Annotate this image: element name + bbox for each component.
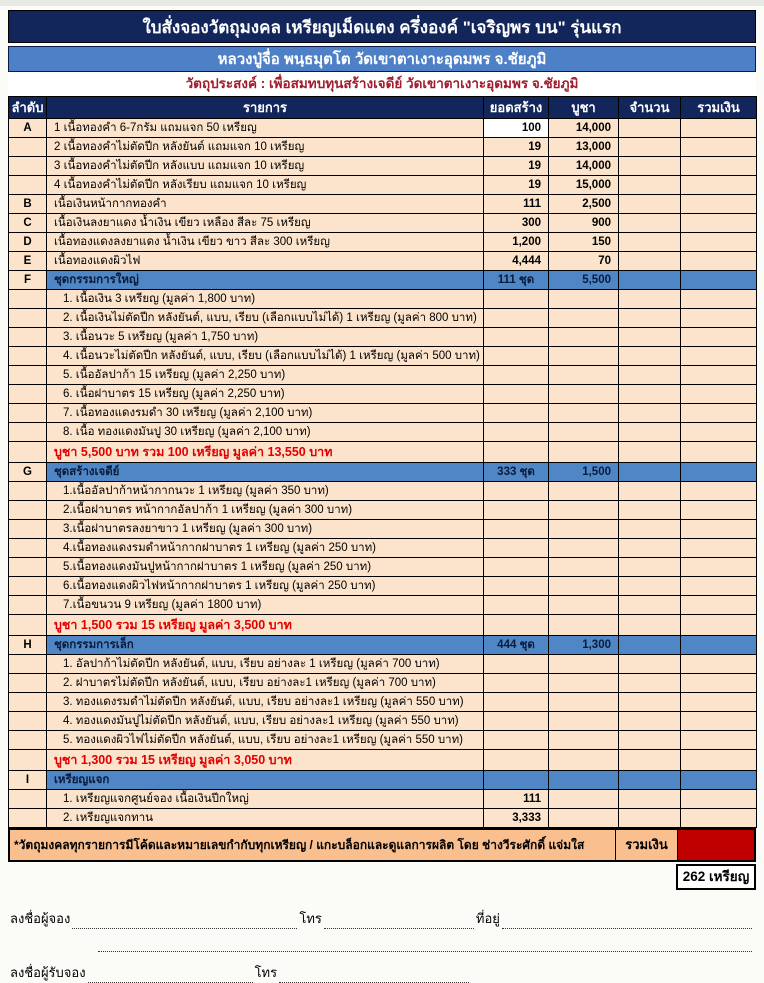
orderer-signature-line[interactable] xyxy=(72,916,297,929)
row-index-cell xyxy=(9,328,47,347)
row-built-count-cell xyxy=(484,771,549,790)
table-row xyxy=(9,809,757,828)
row-total-cell[interactable] xyxy=(681,442,757,463)
row-index-cell xyxy=(9,596,47,615)
row-item-cell: 7. เนื้อทองแดงรมดำ 30 เหรียญ (มูลค่า 2,100 บาท) xyxy=(47,404,484,423)
row-price-cell: 1,500 xyxy=(549,463,619,482)
row-quantity-cell[interactable] xyxy=(619,482,681,501)
row-index-cell: D xyxy=(9,233,47,252)
table-row xyxy=(9,290,757,309)
row-item-cell: 2 เนื้อทองคำไม่ตัดปีก หลังยันต์ แถมแจก 10 เหรียญ xyxy=(47,138,484,157)
row-index-cell xyxy=(9,309,47,328)
row-index-cell: I xyxy=(9,771,47,790)
row-index-cell xyxy=(9,577,47,596)
row-quantity-cell[interactable] xyxy=(619,423,681,442)
row-built-count-cell xyxy=(484,615,549,636)
header-built-count: ยอดสร้าง xyxy=(484,97,549,119)
row-item-cell: บูชา 5,500 บาท รวม 100 เหรียญ มูลค่า 13,550 บาท xyxy=(47,442,484,463)
row-total-cell[interactable] xyxy=(681,596,757,615)
table-row xyxy=(9,119,757,138)
row-index-cell xyxy=(9,809,47,828)
row-index-cell xyxy=(9,790,47,809)
row-quantity-cell[interactable] xyxy=(619,290,681,309)
row-total-cell[interactable] xyxy=(681,520,757,539)
row-built-count-cell xyxy=(484,309,549,328)
table-row xyxy=(9,558,757,577)
row-quantity-cell[interactable] xyxy=(619,176,681,195)
row-price-cell xyxy=(549,615,619,636)
row-quantity-cell[interactable] xyxy=(619,790,681,809)
row-total-cell[interactable] xyxy=(681,252,757,271)
row-index-cell: B xyxy=(9,195,47,214)
row-index-cell xyxy=(9,712,47,731)
row-item-cell: 3.เนื้อฝาบาตรลงยาขาว 1 เหรียญ (มูลค่า 300 บาท) xyxy=(47,520,484,539)
row-item-cell: 6. เนื้อฝาบาตร 15 เหรียญ (มูลค่า 2,250 บาท) xyxy=(47,385,484,404)
row-price-cell: 70 xyxy=(549,252,619,271)
row-index-cell xyxy=(9,501,47,520)
row-built-count-cell: 444 ชุด xyxy=(484,636,549,655)
row-built-count-cell: 111 ชุด xyxy=(484,271,549,290)
table-row xyxy=(9,712,757,731)
receiver-signature-line[interactable] xyxy=(88,970,253,983)
row-item-cell: 8. เนื้อ ทองแดงมันปู 30 เหรียญ (มูลค่า 2,100 บาท) xyxy=(47,423,484,442)
row-built-count-cell xyxy=(484,482,549,501)
table-row xyxy=(9,214,757,233)
orderer-signature-row xyxy=(10,908,754,929)
row-index-cell xyxy=(9,423,47,442)
row-item-cell: 2. เนื้อเงินไม่ตัดปีก หลังยันต์, แบบ, เรียบ (เลือกแบบไม่ได้) 1 เหรียญ (มูลค่า 800 บาท) xyxy=(47,309,484,328)
coin-count-value: 262 เหรียญ xyxy=(676,864,756,890)
table-row xyxy=(9,442,757,463)
row-price-cell xyxy=(549,771,619,790)
footer-band xyxy=(8,828,756,862)
row-total-cell[interactable] xyxy=(681,539,757,558)
row-quantity-cell[interactable] xyxy=(619,328,681,347)
row-built-count-cell xyxy=(484,750,549,771)
row-built-count-cell xyxy=(484,731,549,750)
row-price-cell: 1,300 xyxy=(549,636,619,655)
row-total-cell[interactable] xyxy=(681,771,757,790)
table-row xyxy=(9,404,757,423)
row-item-cell: 4 เนื้อทองคำไม่ตัดปีก หลังเรียบ แถมแจก 10 เหรียญ xyxy=(47,176,484,195)
row-price-cell xyxy=(549,558,619,577)
row-price-cell xyxy=(549,309,619,328)
row-price-cell xyxy=(549,655,619,674)
row-built-count-cell: 19 xyxy=(484,176,549,195)
row-index-cell xyxy=(9,482,47,501)
row-total-cell[interactable] xyxy=(681,655,757,674)
table-row xyxy=(9,423,757,442)
coin-count-row xyxy=(8,864,756,890)
row-index-cell xyxy=(9,138,47,157)
table-row xyxy=(9,366,757,385)
table-row xyxy=(9,693,757,712)
row-price-cell xyxy=(549,404,619,423)
row-price-cell: 15,000 xyxy=(549,176,619,195)
row-index-cell xyxy=(9,674,47,693)
row-index-cell: E xyxy=(9,252,47,271)
row-price-cell xyxy=(549,520,619,539)
row-built-count-cell xyxy=(484,693,549,712)
row-item-cell: เนื้อเงินลงยาแดง น้ำเงิน เขียว เหลือง สีละ 75 เหรียญ xyxy=(47,214,484,233)
row-quantity-cell[interactable] xyxy=(619,809,681,828)
row-price-cell: 5,500 xyxy=(549,271,619,290)
row-price-cell xyxy=(549,731,619,750)
row-price-cell xyxy=(549,674,619,693)
row-item-cell: 4. เนื้อนวะไม่ตัดปีก หลังยันต์, แบบ, เรียบ (เลือกแบบไม่ได้) 1 เหรียญ (มูลค่า 500 บาท) xyxy=(47,347,484,366)
row-quantity-cell[interactable] xyxy=(619,138,681,157)
row-total-cell[interactable] xyxy=(681,214,757,233)
row-total-cell[interactable] xyxy=(681,750,757,771)
row-quantity-cell[interactable] xyxy=(619,309,681,328)
row-item-cell: 5. เนื้ออัลปาก้า 15 เหรียญ (มูลค่า 2,250 บาท) xyxy=(47,366,484,385)
row-quantity-cell[interactable] xyxy=(619,712,681,731)
row-total-cell[interactable] xyxy=(681,463,757,482)
row-built-count-cell: 333 ชุด xyxy=(484,463,549,482)
row-total-cell[interactable] xyxy=(681,385,757,404)
table-row xyxy=(9,615,757,636)
table-row xyxy=(9,731,757,750)
row-quantity-cell[interactable] xyxy=(619,596,681,615)
header-total: รวมเงิน xyxy=(681,97,757,119)
row-total-cell[interactable] xyxy=(681,233,757,252)
row-built-count-cell: 300 xyxy=(484,214,549,233)
table-header-row xyxy=(9,97,757,119)
row-index-cell xyxy=(9,157,47,176)
row-price-cell xyxy=(549,328,619,347)
table-row xyxy=(9,328,757,347)
row-index-cell xyxy=(9,731,47,750)
table-row xyxy=(9,636,757,655)
orderer-phone-line[interactable] xyxy=(324,916,474,929)
row-item-cell: ชุดกรรมการเล็ก xyxy=(47,636,484,655)
row-quantity-cell[interactable] xyxy=(619,577,681,596)
row-item-cell: 2. เหรียญแจกทาน xyxy=(47,809,484,828)
row-built-count-cell: 3,333 xyxy=(484,809,549,828)
row-price-cell xyxy=(549,596,619,615)
row-price-cell xyxy=(549,385,619,404)
row-item-cell: 2.เนื้อฝาบาตร หน้ากากอัลปาก้า 1 เหรียญ (มูลค่า 300 บาท) xyxy=(47,501,484,520)
row-item-cell: ชุดกรรมการใหญ่ xyxy=(47,271,484,290)
row-price-cell xyxy=(549,366,619,385)
row-built-count-cell xyxy=(484,385,549,404)
row-total-cell[interactable] xyxy=(681,328,757,347)
production-note: *วัตถุมงคลทุกรายการมีโค้ดและหมายเลขกำกับทุกเหรียญ / แกะบล็อกและดูแลการผลิต โดย ช่างวีระศักดิ์ แจ่มใส xyxy=(10,830,615,860)
row-built-count-cell xyxy=(484,366,549,385)
row-item-cell: 1. เหรียญแจกศูนย์จอง เนื้อเงินปีกใหญ่ xyxy=(47,790,484,809)
row-item-cell: 6.เนื้อทองแดงผิวไฟหน้ากากฝาบาตร 1 เหรียญ (มูลค่า 250 บาท) xyxy=(47,577,484,596)
table-row xyxy=(9,596,757,615)
row-total-cell[interactable] xyxy=(681,271,757,290)
row-quantity-cell[interactable] xyxy=(619,501,681,520)
row-quantity-cell[interactable] xyxy=(619,404,681,423)
row-quantity-cell[interactable] xyxy=(619,615,681,636)
row-price-cell xyxy=(549,809,619,828)
row-quantity-cell[interactable] xyxy=(619,750,681,771)
row-price-cell: 14,000 xyxy=(549,157,619,176)
row-index-cell xyxy=(9,404,47,423)
row-total-cell[interactable] xyxy=(681,176,757,195)
row-price-cell xyxy=(549,442,619,463)
row-item-cell: 2. ฝาบาตรไม่ตัดปีก หลังยันต์, แบบ, เรียบ อย่างละ1 เหรียญ (มูลค่า 700 บาท) xyxy=(47,674,484,693)
row-built-count-cell: 19 xyxy=(484,157,549,176)
orderer-address-line[interactable] xyxy=(502,916,752,929)
row-quantity-cell[interactable] xyxy=(619,771,681,790)
table-row xyxy=(9,385,757,404)
row-index-cell xyxy=(9,385,47,404)
table-row xyxy=(9,233,757,252)
row-quantity-cell[interactable] xyxy=(619,693,681,712)
row-price-cell: 13,000 xyxy=(549,138,619,157)
row-index-cell: A xyxy=(9,119,47,138)
row-quantity-cell[interactable] xyxy=(619,366,681,385)
row-total-cell[interactable] xyxy=(681,731,757,750)
table-row xyxy=(9,750,757,771)
row-quantity-cell[interactable] xyxy=(619,463,681,482)
header-index: ลำดับ xyxy=(9,97,47,119)
total-amount-box[interactable] xyxy=(677,830,754,860)
row-quantity-cell[interactable] xyxy=(619,195,681,214)
row-total-cell[interactable] xyxy=(681,157,757,176)
row-total-cell[interactable] xyxy=(681,790,757,809)
row-total-cell[interactable] xyxy=(681,636,757,655)
row-quantity-cell[interactable] xyxy=(619,655,681,674)
row-built-count-cell xyxy=(484,539,549,558)
row-price-cell xyxy=(549,693,619,712)
row-built-count-cell: 111 xyxy=(484,790,549,809)
row-quantity-cell[interactable] xyxy=(619,271,681,290)
table-row xyxy=(9,271,757,290)
row-index-cell xyxy=(9,539,47,558)
row-quantity-cell[interactable] xyxy=(619,520,681,539)
row-built-count-cell xyxy=(484,328,549,347)
row-quantity-cell[interactable] xyxy=(619,636,681,655)
signature-area xyxy=(8,890,756,983)
receiver-label: ลงชื่อผู้รับจอง xyxy=(10,965,86,980)
table-row xyxy=(9,482,757,501)
header-price: บูชา xyxy=(549,97,619,119)
row-item-cell: 3 เนื้อทองคำไม่ตัดปีก หลังแบบ แถมแจก 10 เหรียญ xyxy=(47,157,484,176)
row-price-cell xyxy=(549,539,619,558)
row-price-cell xyxy=(549,790,619,809)
row-item-cell: เนื้อเงินหน้ากากทองคำ xyxy=(47,195,484,214)
address-line-2[interactable] xyxy=(98,939,752,952)
table-row xyxy=(9,463,757,482)
row-price-cell xyxy=(549,501,619,520)
row-built-count-cell xyxy=(484,577,549,596)
row-item-cell: บูชา 1,500 รวม 15 เหรียญ มูลค่า 3,500 บาท xyxy=(47,615,484,636)
order-table xyxy=(8,96,757,828)
order-form xyxy=(0,6,764,983)
row-total-cell[interactable] xyxy=(681,423,757,442)
table-row xyxy=(9,790,757,809)
row-item-cell: บูชา 1,300 รวม 15 เหรียญ มูลค่า 3,050 บาท xyxy=(47,750,484,771)
row-price-cell xyxy=(549,712,619,731)
row-index-cell xyxy=(9,520,47,539)
row-total-cell[interactable] xyxy=(681,195,757,214)
row-index-cell xyxy=(9,366,47,385)
row-index-cell: H xyxy=(9,636,47,655)
table-row xyxy=(9,252,757,271)
row-built-count-cell xyxy=(484,558,549,577)
row-built-count-cell xyxy=(484,501,549,520)
row-quantity-cell[interactable] xyxy=(619,157,681,176)
row-built-count-cell xyxy=(484,655,549,674)
row-index-cell xyxy=(9,176,47,195)
table-row xyxy=(9,138,757,157)
row-total-cell[interactable] xyxy=(681,119,757,138)
row-quantity-cell[interactable] xyxy=(619,119,681,138)
row-price-cell xyxy=(549,290,619,309)
row-total-cell[interactable] xyxy=(681,290,757,309)
row-item-cell: 4.เนื้อทองแดงรมดำหน้ากากฝาบาตร 1 เหรียญ (มูลค่า 250 บาท) xyxy=(47,539,484,558)
row-price-cell xyxy=(549,482,619,501)
row-item-cell: เนื้อทองแดงผิวไฟ xyxy=(47,252,484,271)
row-built-count-cell xyxy=(484,520,549,539)
receiver-phone-line[interactable] xyxy=(279,970,469,983)
row-quantity-cell[interactable] xyxy=(619,539,681,558)
row-quantity-cell[interactable] xyxy=(619,558,681,577)
row-item-cell: ชุดสร้างเจดีย์ xyxy=(47,463,484,482)
table-row xyxy=(9,501,757,520)
row-index-cell xyxy=(9,693,47,712)
row-built-count-cell: 111 xyxy=(484,195,549,214)
header-item: รายการ xyxy=(47,97,484,119)
row-total-cell[interactable] xyxy=(681,482,757,501)
row-built-count-cell xyxy=(484,423,549,442)
table-row xyxy=(9,176,757,195)
row-total-cell[interactable] xyxy=(681,615,757,636)
row-index-cell xyxy=(9,655,47,674)
row-price-cell: 150 xyxy=(549,233,619,252)
row-price-cell: 900 xyxy=(549,214,619,233)
row-total-cell[interactable] xyxy=(681,809,757,828)
row-index-cell xyxy=(9,290,47,309)
row-quantity-cell[interactable] xyxy=(619,214,681,233)
row-index-cell xyxy=(9,750,47,771)
row-item-cell: 1. เนื้อเงิน 3 เหรียญ (มูลค่า 1,800 บาท) xyxy=(47,290,484,309)
table-row xyxy=(9,195,757,214)
row-built-count-cell xyxy=(484,290,549,309)
row-price-cell: 14,000 xyxy=(549,119,619,138)
row-built-count-cell: 1,200 xyxy=(484,233,549,252)
form-subtitle: หลวงปู่จื่อ พนฺธมุตโต วัดเขาตาเงาะอุดมพร จ.ชัยภูมิ xyxy=(8,46,756,72)
orderer-label: ลงชื่อผู้จอง xyxy=(10,911,71,926)
row-item-cell: 1.เนื้ออัลปาก้าหน้ากากนวะ 1 เหรียญ (มูลค่า 350 บาท) xyxy=(47,482,484,501)
receiver-phone-label: โทร xyxy=(254,965,278,980)
row-total-cell[interactable] xyxy=(681,674,757,693)
row-total-cell[interactable] xyxy=(681,501,757,520)
header-quantity: จำนวน xyxy=(619,97,681,119)
row-price-cell xyxy=(549,577,619,596)
row-total-cell[interactable] xyxy=(681,558,757,577)
row-item-cell: 1 เนื้อทองคำ 6-7กรัม แถมแจก 50 เหรียญ xyxy=(47,119,484,138)
row-item-cell: 5. ทองแดงผิวไฟไม่ตัดปีก หลังยันต์, แบบ, เรียบ อย่างละ1 เหรียญ (มูลค่า 550 บาท) xyxy=(47,731,484,750)
row-built-count-cell xyxy=(484,442,549,463)
row-total-cell[interactable] xyxy=(681,309,757,328)
row-built-count-cell xyxy=(484,712,549,731)
table-row xyxy=(9,674,757,693)
receiver-signature-row xyxy=(10,962,754,983)
form-title: ใบสั่งจองวัตถุมงคล เหรียญเม็ดแตง ครึ่งองค์ "เจริญพร บน" รุ่นแรก xyxy=(8,10,756,43)
row-built-count-cell xyxy=(484,596,549,615)
table-row xyxy=(9,520,757,539)
row-total-cell[interactable] xyxy=(681,404,757,423)
table-row xyxy=(9,771,757,790)
row-price-cell xyxy=(549,347,619,366)
table-row xyxy=(9,157,757,176)
table-row xyxy=(9,655,757,674)
row-built-count-cell xyxy=(484,404,549,423)
row-quantity-cell[interactable] xyxy=(619,385,681,404)
row-built-count-cell: 19 xyxy=(484,138,549,157)
row-quantity-cell[interactable] xyxy=(619,442,681,463)
row-quantity-cell[interactable] xyxy=(619,233,681,252)
row-index-cell xyxy=(9,347,47,366)
row-quantity-cell[interactable] xyxy=(619,347,681,366)
row-price-cell xyxy=(549,423,619,442)
row-quantity-cell[interactable] xyxy=(619,731,681,750)
table-row xyxy=(9,309,757,328)
row-built-count-cell: 4,444 xyxy=(484,252,549,271)
table-row xyxy=(9,539,757,558)
address-continuation-row xyxy=(10,939,754,952)
row-index-cell: C xyxy=(9,214,47,233)
row-total-cell[interactable] xyxy=(681,347,757,366)
order-rows xyxy=(9,119,757,828)
row-built-count-cell xyxy=(484,674,549,693)
row-index-cell xyxy=(9,615,47,636)
row-total-cell[interactable] xyxy=(681,366,757,385)
row-built-count-cell xyxy=(484,347,549,366)
row-item-cell: 7.เนื้อขนวน 9 เหรียญ (มูลค่า 1800 บาท) xyxy=(47,596,484,615)
row-total-cell[interactable] xyxy=(681,577,757,596)
row-item-cell: เหรียญแจก xyxy=(47,771,484,790)
row-quantity-cell[interactable] xyxy=(619,252,681,271)
row-item-cell: 3. ทองแดงรมดำไม่ตัดปีก หลังยันต์, แบบ, เรียบ อย่างละ1 เหรียญ (มูลค่า 550 บาท) xyxy=(47,693,484,712)
row-index-cell: G xyxy=(9,463,47,482)
row-total-cell[interactable] xyxy=(681,138,757,157)
row-price-cell xyxy=(549,750,619,771)
row-total-cell[interactable] xyxy=(681,712,757,731)
row-total-cell[interactable] xyxy=(681,693,757,712)
row-quantity-cell[interactable] xyxy=(619,674,681,693)
row-item-cell: 5.เนื้อทองแดงมันปูหน้ากากฝาบาตร 1 เหรียญ (มูลค่า 250 บาท) xyxy=(47,558,484,577)
orderer-phone-label: โทร xyxy=(299,911,322,926)
row-item-cell: 4. ทองแดงมันปูไม่ตัดปีก หลังยันต์, แบบ, เรียบ อย่างละ1 เหรียญ (มูลค่า 550 บาท) xyxy=(47,712,484,731)
address-label: ที่อยู่ xyxy=(475,911,500,926)
row-index-cell: F xyxy=(9,271,47,290)
form-purpose: วัตถุประสงค์ : เพื่อสมทบทุนสร้างเจดีย์ วัดเขาตาเงาะอุดมพร จ.ชัยภูมิ xyxy=(8,72,756,96)
row-item-cell: เนื้อทองแดงลงยาแดง น้ำเงิน เขียว ขาว สีละ 300 เหรียญ xyxy=(47,233,484,252)
row-built-count-cell: 100 xyxy=(484,119,549,138)
total-amount-label: รวมเงิน xyxy=(615,830,677,860)
row-price-cell: 2,500 xyxy=(549,195,619,214)
table-row xyxy=(9,347,757,366)
row-index-cell xyxy=(9,558,47,577)
table-row xyxy=(9,577,757,596)
row-index-cell xyxy=(9,442,47,463)
row-item-cell: 1. อัลปาก้าไม่ตัดปีก หลังยันต์, แบบ, เรียบ อย่างละ 1 เหรียญ (มูลค่า 700 บาท) xyxy=(47,655,484,674)
row-item-cell: 3. เนื้อนวะ 5 เหรียญ (มูลค่า 1,750 บาท) xyxy=(47,328,484,347)
